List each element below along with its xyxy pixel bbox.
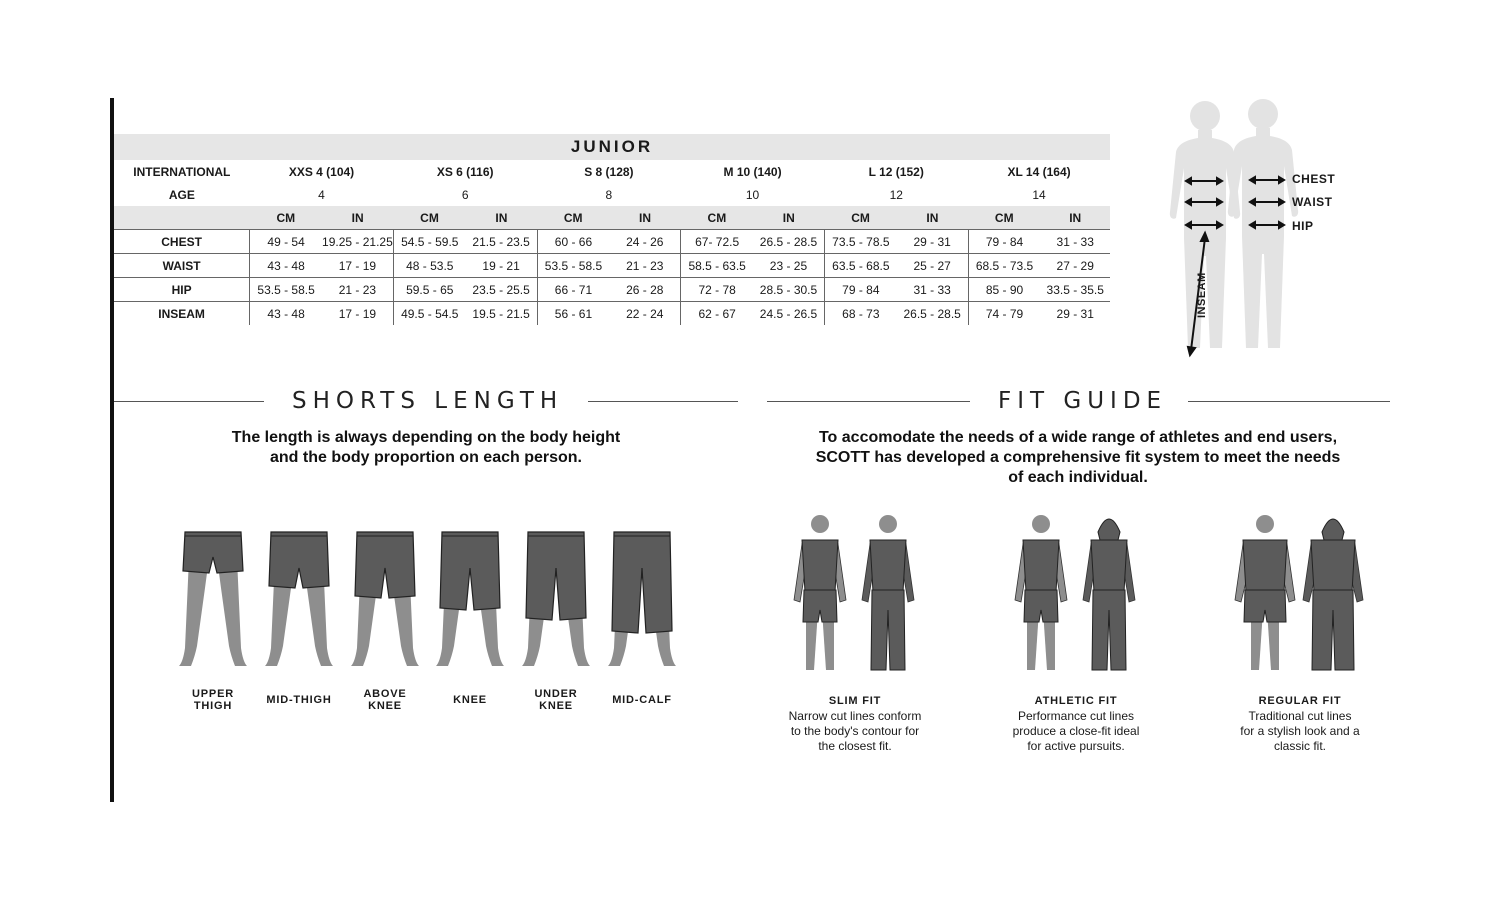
- unit-cm: CM: [681, 206, 753, 230]
- shorts-label-line: MID-CALF: [612, 694, 672, 706]
- measure-row-chest: [114, 230, 1110, 254]
- age-label: AGE: [168, 187, 195, 202]
- shorts-figure: [259, 528, 339, 670]
- unit-in: IN: [609, 206, 680, 230]
- fit-description-line: to the body's contour for: [790, 724, 920, 738]
- shorts-label: [168, 688, 258, 712]
- unit-cm: CM: [393, 206, 465, 230]
- shorts-legs-icon: [430, 528, 510, 670]
- size-header: M 10 (140): [723, 164, 782, 179]
- shorts-figure: [345, 528, 425, 670]
- row-label: INSEAM: [114, 302, 250, 326]
- international-size-row: [114, 160, 1110, 183]
- measure-row-hip: [114, 278, 1110, 302]
- fit-description: [1200, 709, 1400, 754]
- table-title: JUNIOR: [114, 134, 1110, 160]
- shorts-label: [425, 694, 515, 706]
- shorts-label: [597, 694, 687, 706]
- fit-figure-icon: [780, 510, 930, 680]
- shorts-intro-line: and the body proportion on each person.: [269, 449, 582, 466]
- age-value: 6: [461, 187, 469, 202]
- in-value: 31 - 33: [1040, 230, 1110, 254]
- waist-label: WAIST: [1292, 195, 1333, 209]
- cm-value: 58.5 - 63.5: [681, 254, 753, 278]
- in-value: 29 - 31: [897, 230, 968, 254]
- in-value: 26 - 28: [609, 278, 680, 302]
- size-header: S 8 (128): [584, 164, 634, 179]
- cm-value: 85 - 90: [968, 278, 1040, 302]
- in-value: 19 - 21: [466, 254, 537, 278]
- cm-value: 62 - 67: [681, 302, 753, 326]
- in-value: 23.5 - 25.5: [466, 278, 537, 302]
- inseam-label: INSEAM: [1196, 272, 1208, 318]
- back-silhouette: [1228, 99, 1298, 348]
- shorts-length-heading: SHORTS LENGTH: [292, 388, 564, 414]
- shorts-legs-icon: [345, 528, 425, 670]
- cm-value: 67- 72.5: [681, 230, 753, 254]
- unit-in: IN: [1040, 206, 1110, 230]
- shorts-legs-icon: [173, 528, 253, 670]
- shorts-rule-left: [114, 401, 264, 402]
- fit-rule-right: [1188, 401, 1390, 402]
- fit-description-line: the closest fit.: [818, 739, 892, 753]
- hip-label: HIP: [1292, 219, 1314, 233]
- shorts-intro-line: The length is always depending on the body height: [231, 429, 621, 446]
- fit-title: REGULAR FIT: [1258, 695, 1342, 707]
- cm-value: 49 - 54: [250, 230, 322, 254]
- shorts-figure: [602, 528, 682, 670]
- unit-cm: CM: [537, 206, 609, 230]
- in-value: 29 - 31: [1040, 302, 1110, 326]
- in-value: 19.25 - 21.25: [322, 230, 393, 254]
- age-value: 8: [605, 187, 613, 202]
- shorts-label-line: UNDER: [534, 688, 578, 700]
- shorts-label-line: ABOVE: [363, 688, 407, 700]
- cm-value: 68 - 73: [824, 302, 896, 326]
- size-header: XXS 4 (104): [288, 164, 355, 179]
- fit-guide-heading: FIT GUIDE: [998, 388, 1168, 414]
- cm-value: 74 - 79: [968, 302, 1040, 326]
- cm-value: 53.5 - 58.5: [537, 254, 609, 278]
- fit-description-line: Performance cut lines: [1017, 709, 1135, 723]
- in-value: 26.5 - 28.5: [897, 302, 968, 326]
- fit-title: SLIM FIT: [828, 695, 882, 707]
- cm-value: 79 - 84: [824, 278, 896, 302]
- in-value: 21 - 23: [322, 278, 393, 302]
- shorts-legs-icon: [516, 528, 596, 670]
- age-value: 12: [889, 187, 903, 202]
- in-value: 26.5 - 28.5: [753, 230, 824, 254]
- measure-row-waist: [114, 254, 1110, 278]
- in-value: 24.5 - 26.5: [753, 302, 824, 326]
- unit-row: [114, 206, 1110, 230]
- in-value: 22 - 24: [609, 302, 680, 326]
- shorts-label-line: UPPER: [192, 688, 234, 700]
- cm-value: 53.5 - 58.5: [250, 278, 322, 302]
- age-row: [114, 183, 1110, 206]
- fit-intro-line: of each individual.: [1008, 469, 1148, 486]
- fit-rule-left: [767, 401, 970, 402]
- fit-description: [755, 709, 955, 754]
- in-value: 19.5 - 21.5: [466, 302, 537, 326]
- fit-description-line: Traditional cut lines: [1248, 709, 1352, 723]
- junior-size-table: [114, 134, 1110, 325]
- shorts-label-line: MID-THIGH: [266, 694, 332, 706]
- unit-in: IN: [322, 206, 393, 230]
- fit-guide-intro: [778, 428, 1378, 488]
- shorts-rule-right: [588, 401, 738, 402]
- cm-value: 49.5 - 54.5: [393, 302, 465, 326]
- cm-value: 59.5 - 65: [393, 278, 465, 302]
- in-value: 27 - 29: [1040, 254, 1110, 278]
- cm-value: 63.5 - 68.5: [824, 254, 896, 278]
- unit-spacer: [114, 206, 250, 230]
- in-value: 23 - 25: [753, 254, 824, 278]
- measure-row-inseam: [114, 302, 1110, 326]
- cm-value: 54.5 - 59.5: [393, 230, 465, 254]
- shorts-label-line: KNEE: [453, 694, 487, 706]
- fit-description-line: classic fit.: [1273, 739, 1326, 753]
- unit-in: IN: [466, 206, 537, 230]
- measurement-rows: [114, 230, 1110, 326]
- size-header: XL 14 (164): [1007, 164, 1071, 179]
- in-value: 25 - 27: [897, 254, 968, 278]
- age-value: 4: [318, 187, 325, 202]
- shorts-label-line: KNEE: [539, 700, 573, 712]
- unit-in: IN: [897, 206, 968, 230]
- cm-value: 43 - 48: [250, 302, 322, 326]
- in-value: 24 - 26: [609, 230, 680, 254]
- shorts-label: [511, 688, 601, 712]
- chest-label: CHEST: [1292, 172, 1336, 186]
- cm-value: 43 - 48: [250, 254, 322, 278]
- table-title-row: [114, 134, 1110, 160]
- international-label: INTERNATIONAL: [133, 164, 231, 179]
- fit-description-line: Narrow cut lines conform: [788, 709, 922, 723]
- fit-figure-icon: [1001, 510, 1151, 680]
- cm-value: 48 - 53.5: [393, 254, 465, 278]
- in-value: 28.5 - 30.5: [753, 278, 824, 302]
- shorts-intro: [176, 428, 676, 468]
- unit-in: IN: [753, 206, 824, 230]
- cm-value: 56 - 61: [537, 302, 609, 326]
- cm-value: 60 - 66: [537, 230, 609, 254]
- fit-figure-icon: [1225, 510, 1375, 680]
- cm-value: 68.5 - 73.5: [968, 254, 1040, 278]
- in-value: 17 - 19: [322, 254, 393, 278]
- row-label: CHEST: [114, 230, 250, 254]
- cm-value: 66 - 71: [537, 278, 609, 302]
- shorts-legs-icon: [259, 528, 339, 670]
- in-value: 21.5 - 23.5: [466, 230, 537, 254]
- shorts-legs-icon: [602, 528, 682, 670]
- in-value: 21 - 23: [609, 254, 680, 278]
- fit-description-line: for a stylish look and a: [1240, 724, 1360, 738]
- shorts-figure: [516, 528, 596, 670]
- shorts-label: [254, 694, 344, 706]
- in-value: 31 - 33: [897, 278, 968, 302]
- shorts-label: [340, 688, 430, 712]
- shorts-figure: [430, 528, 510, 670]
- shorts-label-line: THIGH: [193, 700, 233, 712]
- row-label: WAIST: [114, 254, 250, 278]
- fit-intro-line: SCOTT has developed a comprehensive fit system to meet the needs: [815, 449, 1341, 466]
- fit-description: [976, 709, 1176, 754]
- in-value: 33.5 - 35.5: [1040, 278, 1110, 302]
- fit-description-line: produce a close-fit ideal: [1012, 724, 1140, 738]
- unit-cm: CM: [250, 206, 322, 230]
- fit-description-line: for active pursuits.: [1027, 739, 1125, 753]
- unit-cm: CM: [824, 206, 896, 230]
- cm-value: 73.5 - 78.5: [824, 230, 896, 254]
- fit-title: ATHLETIC FIT: [1034, 695, 1118, 707]
- age-value: 10: [745, 187, 760, 202]
- cm-value: 79 - 84: [968, 230, 1040, 254]
- size-header: L 12 (152): [868, 164, 924, 179]
- shorts-figure: [173, 528, 253, 670]
- fit-intro-line: To accomodate the needs of a wide range of athletes and end users,: [818, 429, 1338, 446]
- unit-cm: CM: [968, 206, 1040, 230]
- in-value: 17 - 19: [322, 302, 393, 326]
- age-value: 14: [1032, 187, 1046, 202]
- size-header: XS 6 (116): [436, 164, 494, 179]
- row-label: HIP: [114, 278, 250, 302]
- shorts-label-line: KNEE: [368, 700, 402, 712]
- cm-value: 72 - 78: [681, 278, 753, 302]
